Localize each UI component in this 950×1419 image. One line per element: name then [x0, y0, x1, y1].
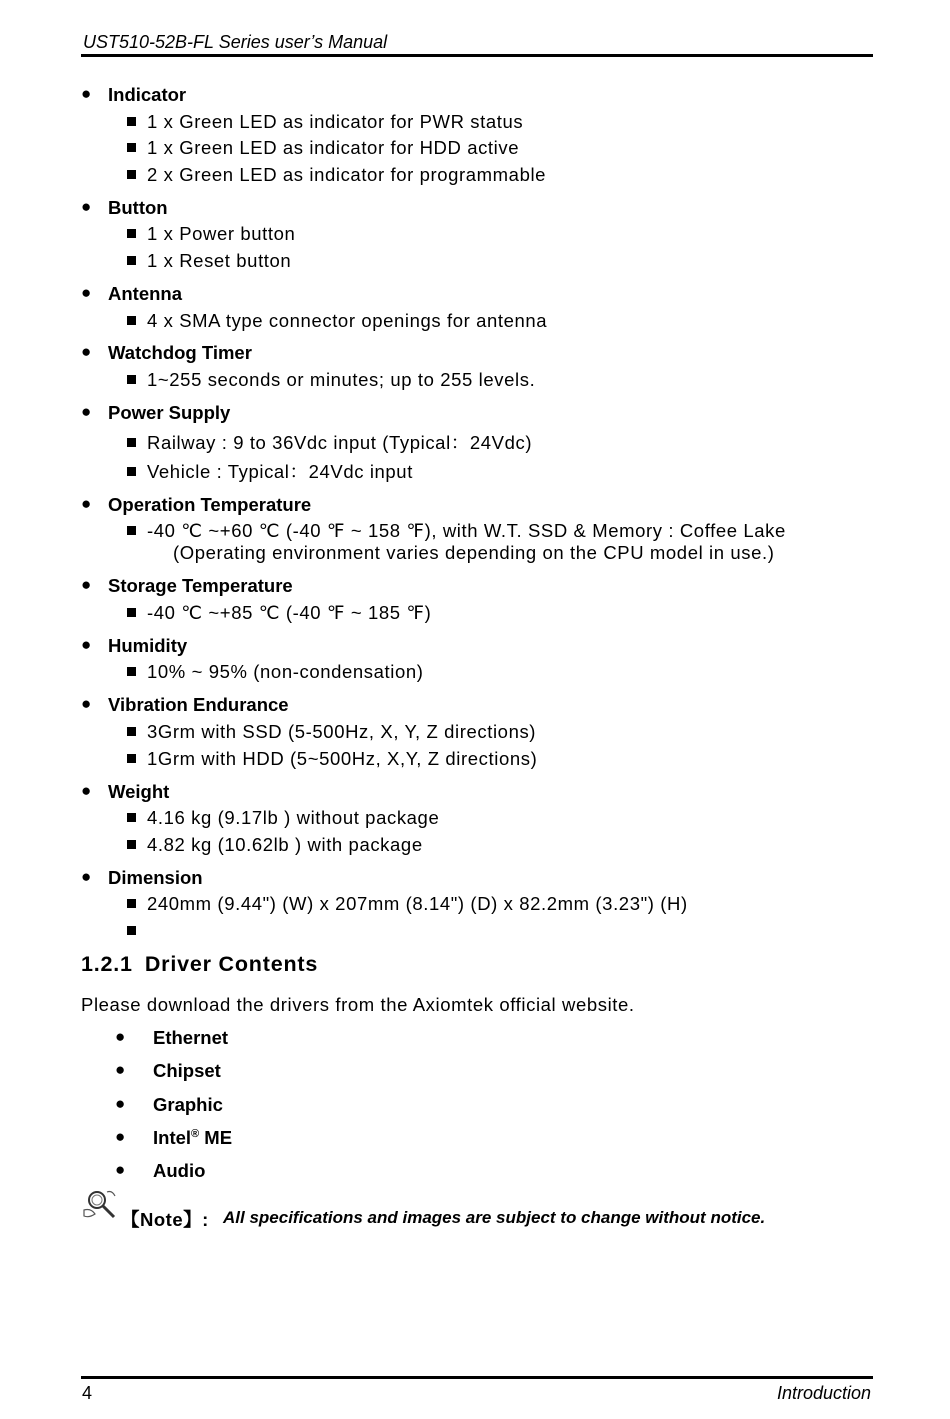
bullet-dot-icon: ● — [81, 867, 92, 886]
section-intro: Please download the drivers from the Axiomtek official website. — [81, 994, 635, 1015]
spec-item: 1 x Green LED as indicator for PWR status — [127, 111, 523, 133]
square-bullet-icon — [127, 727, 136, 736]
square-bullet-icon — [127, 667, 136, 676]
square-bullet-icon — [127, 438, 136, 447]
bullet-dot-icon: ● — [81, 197, 92, 216]
magnifier-note-icon — [81, 1188, 119, 1222]
note-text: All specifications and images are subject to change without notice. — [223, 1208, 766, 1227]
spec-item: 1 x Reset button — [127, 250, 291, 272]
spec-item: 10% ~ 95% (non-condensation) — [127, 661, 424, 683]
square-bullet-icon — [127, 813, 136, 822]
page-number: 4 — [82, 1383, 93, 1403]
square-bullet-icon — [127, 143, 136, 152]
square-bullet-icon — [127, 608, 136, 617]
square-bullet-icon — [127, 170, 136, 179]
square-bullet-icon — [127, 467, 136, 476]
bullet-dot-icon: ● — [81, 84, 92, 103]
bullet-dot-icon: ● — [115, 1127, 126, 1146]
bullet-dot-icon: ● — [81, 342, 92, 361]
square-bullet-icon — [127, 840, 136, 849]
spec-item: 1Grm with HDD (5~500Hz, X,Y, Z directions) — [127, 748, 537, 770]
section-number: 1.2.1 — [81, 952, 133, 976]
spec-item: 4 x SMA type connector openings for antenna — [127, 310, 547, 332]
spec-item: Railway : 9 to 36Vdc input (Typical：24Vdc) — [127, 429, 532, 455]
square-bullet-icon — [127, 754, 136, 763]
bullet-dot-icon: ● — [81, 402, 92, 421]
spec-item: Vehicle : Typical：24Vdc input — [127, 458, 413, 484]
bullet-dot-icon: ● — [115, 1027, 126, 1046]
bullet-dot-icon: ● — [81, 575, 92, 594]
spec-item: 2 x Green LED as indicator for programmable — [127, 164, 546, 186]
page-footer — [81, 1376, 873, 1419]
note-box — [81, 1188, 881, 1234]
note-label: 【Note】: — [121, 1209, 209, 1230]
square-bullet-icon — [127, 899, 136, 908]
manual-title: UST510-52B-FL Series user’s Manual — [83, 32, 388, 52]
spec-item — [127, 920, 147, 942]
spec-item: 1~255 seconds or minutes; up to 255 levels. — [127, 369, 535, 391]
section-heading — [81, 952, 318, 977]
bullet-dot-icon: ● — [81, 283, 92, 302]
spec-item-continuation: (Operating environment varies depending on the CPU model in use.) — [173, 542, 775, 563]
square-bullet-icon — [127, 117, 136, 126]
footer-section-title: Introduction — [776, 1383, 871, 1403]
section-title: Driver Contents — [144, 952, 319, 976]
square-bullet-icon — [127, 229, 136, 238]
bullet-dot-icon: ● — [81, 635, 92, 654]
square-bullet-icon — [127, 526, 136, 535]
square-bullet-icon — [127, 316, 136, 325]
spec-item: 4.16 kg (9.17lb ) without package — [127, 807, 439, 829]
spec-item: 3Grm with SSD (5-500Hz, X, Y, Z directions) — [127, 721, 536, 743]
spec-item: 1 x Green LED as indicator for HDD active — [127, 137, 519, 159]
square-bullet-icon — [127, 256, 136, 265]
bullet-dot-icon: ● — [81, 494, 92, 513]
spec-item: 240mm (9.44") (W) x 207mm (8.14") (D) x 82.2mm (3.23") (H) — [127, 893, 688, 915]
bullet-dot-icon: ● — [81, 694, 92, 713]
spec-item: -40 ℃ ~+85 ℃ (-40 ℉ ~ 185 ℉) — [127, 602, 431, 624]
spec-item: 1 x Power button — [127, 223, 295, 245]
bullet-dot-icon: ● — [115, 1060, 126, 1079]
square-bullet-icon — [127, 926, 136, 935]
bullet-dot-icon: ● — [115, 1160, 126, 1179]
square-bullet-icon — [127, 375, 136, 384]
bullet-dot-icon: ● — [115, 1094, 126, 1113]
spec-item: 4.82 kg (10.62lb ) with package — [127, 834, 423, 856]
page-header — [81, 30, 873, 57]
bullet-dot-icon: ● — [81, 781, 92, 800]
spec-item: -40 ℃ ~+60 ℃ (-40 ℉ ~ 158 ℉), with W.T. SSD & Memory : Coffee Lake — [127, 520, 786, 542]
